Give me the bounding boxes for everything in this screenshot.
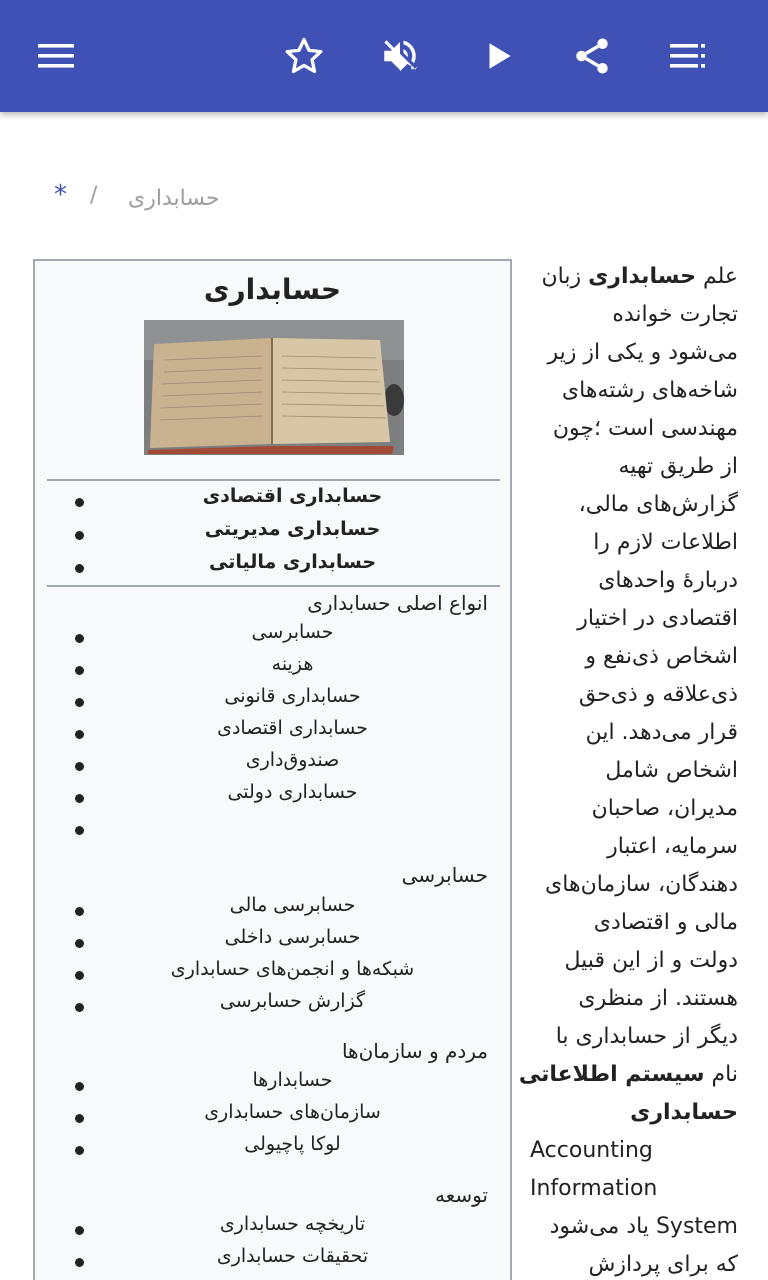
- article-line: [530, 980, 738, 1018]
- article-line: [530, 1170, 738, 1208]
- list-item[interactable]: حسابرسی مالی: [35, 894, 510, 926]
- section-heading: انواع اصلی حسابداری: [307, 591, 488, 615]
- infobox: [33, 259, 512, 1280]
- article-line: [530, 752, 738, 790]
- article-text: می‌شود و یکی از زیر: [547, 340, 738, 365]
- infobox-link[interactable]: حسابداری مدیریتی: [35, 518, 510, 550]
- article-text: دهندگان، سازمان‌های: [545, 872, 738, 897]
- article-line: [530, 714, 738, 752]
- article-line: [530, 1208, 738, 1246]
- breadcrumb: [40, 178, 240, 222]
- section-heading: حسابرسی: [401, 863, 488, 887]
- article-line: [530, 904, 738, 942]
- article-line: [530, 296, 738, 334]
- article-line: [530, 410, 738, 448]
- article-line: [530, 258, 738, 296]
- breadcrumb-current-page: حسابداری: [128, 186, 220, 211]
- article-line: [530, 866, 738, 904]
- article-link[interactable]: حسابداری: [588, 264, 696, 289]
- breadcrumb-separator: /: [90, 183, 98, 208]
- infobox-link[interactable]: حسابداری مالیاتی: [35, 551, 510, 583]
- list-item[interactable]: حسابرسی داخلی: [35, 926, 510, 958]
- section-heading: مردم و سازمان‌ها: [341, 1039, 488, 1063]
- list-item[interactable]: حسابداری اقتصادی: [35, 717, 510, 749]
- article-text: قرار می‌دهد. این: [585, 720, 738, 745]
- article-link[interactable]: سیستم اطلاعاتی: [518, 1062, 705, 1087]
- article-line: [530, 1094, 738, 1132]
- article-text: گزارش‌های مالی،: [578, 492, 738, 517]
- article-line: [530, 790, 738, 828]
- article-text: Information: [530, 1176, 658, 1201]
- article-text: شاخه‌های رشته‌های: [561, 378, 738, 403]
- article-link[interactable]: حسابداری: [630, 1100, 738, 1125]
- article-line: [530, 942, 738, 980]
- app-bar: [0, 0, 768, 112]
- hamburger-menu-icon: [36, 42, 76, 70]
- list-item[interactable]: شبکه‌ها و انجمن‌های حسابداری: [35, 958, 510, 990]
- article-text: دربارهٔ واحدهای: [598, 568, 738, 593]
- favorite-button[interactable]: [276, 28, 332, 84]
- ledger-book-image[interactable]: [144, 320, 404, 455]
- article-line: [530, 334, 738, 372]
- mute-button[interactable]: [372, 28, 428, 84]
- article-text: هستند. از منظری: [578, 986, 738, 1011]
- article-text: علم: [695, 264, 738, 289]
- article-line: [530, 1018, 738, 1056]
- article-line: [530, 486, 738, 524]
- article-line: [530, 828, 738, 866]
- volume-off-icon: [379, 35, 421, 77]
- list-item[interactable]: حسابداری دولتی: [35, 781, 510, 813]
- article-body: [518, 258, 738, 1280]
- article-text: مهندسی است ؛چون: [552, 416, 738, 441]
- article-text: ذی‌علاقه و ذی‌حق: [578, 682, 738, 707]
- article-text: تجارت خوانده: [612, 302, 738, 327]
- article-line: [530, 1246, 738, 1280]
- play-icon: [481, 39, 515, 73]
- article-text: سرمایه، اعتبار: [607, 834, 738, 859]
- article-text: Accounting: [530, 1138, 653, 1163]
- article-text: دولت و از این قبیل: [564, 948, 738, 973]
- article-text: نام: [704, 1062, 738, 1087]
- contents-button[interactable]: [660, 28, 716, 84]
- article-text: که برای پردازش: [588, 1252, 738, 1277]
- list-icon: [668, 42, 708, 70]
- infobox-link[interactable]: حسابداری اقتصادی: [35, 485, 510, 517]
- article-line: [530, 600, 738, 638]
- article-text: اشخاص ذی‌نفع و: [585, 644, 738, 669]
- breadcrumb-root-link[interactable]: *: [54, 180, 67, 210]
- article-text: اطلاعات لازم را: [593, 530, 738, 555]
- list-item[interactable]: تحقیقات حسابداری: [35, 1245, 510, 1277]
- list-item[interactable]: تاریخچه حسابداری: [35, 1213, 510, 1245]
- infobox-divider: [47, 585, 500, 587]
- article-line: [518, 1056, 738, 1094]
- article-line: [530, 1132, 738, 1170]
- article-line: [530, 676, 738, 714]
- list-item[interactable]: حسابرسی: [35, 621, 510, 653]
- article-line: [530, 448, 738, 486]
- section-heading: توسعه: [434, 1183, 488, 1207]
- article-text: دیگر از حسابداری با: [555, 1024, 738, 1049]
- article-line: [530, 524, 738, 562]
- article-text: از طریق تهیه: [618, 454, 738, 479]
- infobox-title: حسابداری: [203, 273, 342, 306]
- article-line: [530, 562, 738, 600]
- article-text: System یاد می‌شود: [549, 1214, 738, 1239]
- list-item[interactable]: [35, 813, 510, 845]
- article-text: مالی و اقتصادی: [593, 910, 738, 935]
- share-icon: [571, 35, 613, 77]
- list-item[interactable]: لوکا پاچیولی: [35, 1133, 510, 1165]
- article-line: [530, 638, 738, 676]
- list-item[interactable]: حسابداری قانونی: [35, 685, 510, 717]
- infobox-divider: [47, 479, 500, 481]
- list-item[interactable]: هزینه: [35, 653, 510, 685]
- article-text: زبان: [541, 264, 589, 289]
- play-button[interactable]: [470, 28, 526, 84]
- menu-button[interactable]: [28, 28, 84, 84]
- article-line: [530, 372, 738, 410]
- article-text: اقتصادی در اختیار: [577, 606, 738, 631]
- list-item[interactable]: سازمان‌های حسابداری: [35, 1101, 510, 1133]
- article-text: مدیران، صاحبان: [591, 796, 738, 821]
- list-item[interactable]: حسابدارها: [35, 1069, 510, 1101]
- share-button[interactable]: [564, 28, 620, 84]
- list-item[interactable]: گزارش حسابرسی: [35, 990, 510, 1022]
- star-outline-icon: [283, 35, 325, 77]
- article-text: اشخاص شامل: [605, 758, 738, 783]
- list-item[interactable]: صندوق‌داری: [35, 749, 510, 781]
